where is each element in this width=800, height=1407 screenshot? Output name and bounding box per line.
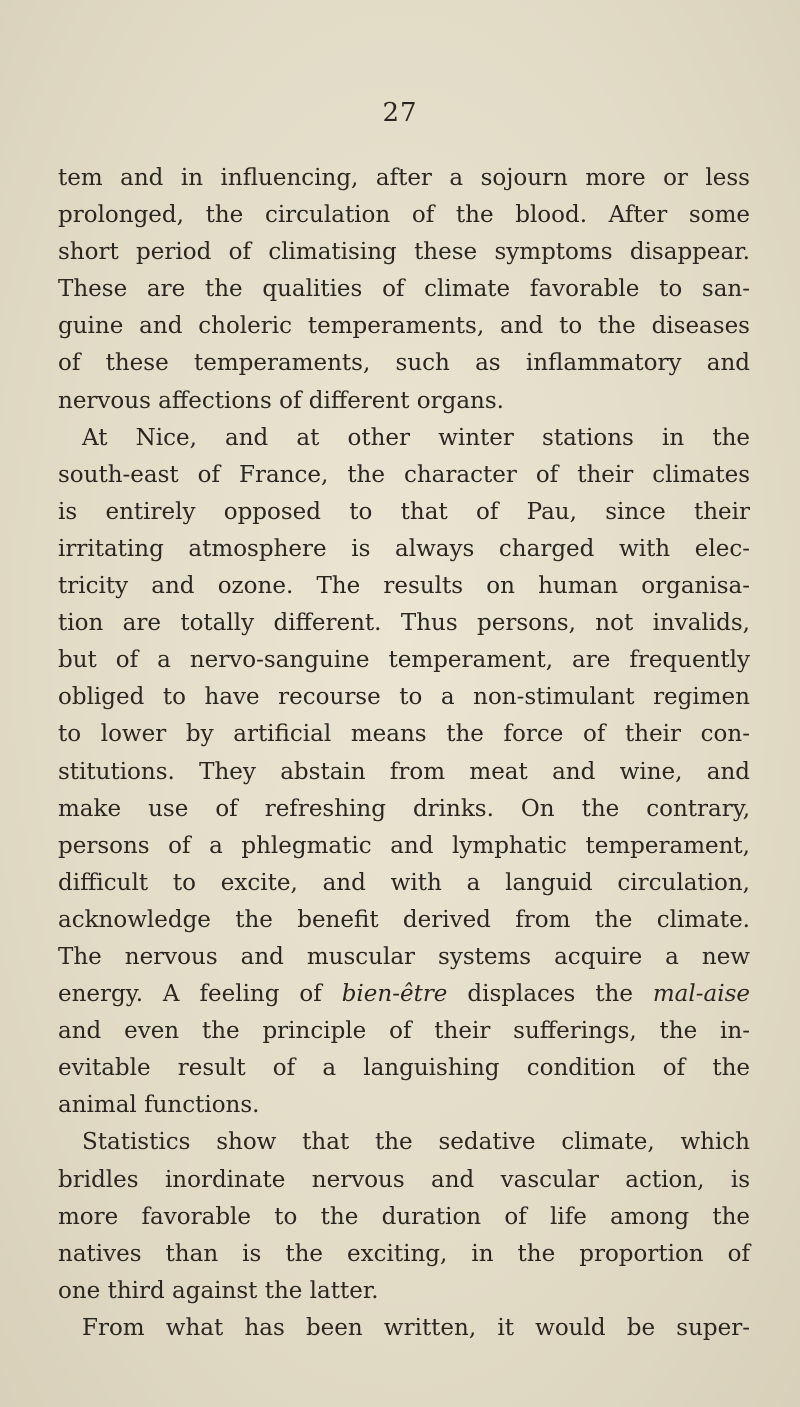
text-line: to lower by artificial means the force of their con- <box>58 721 750 748</box>
text-segment: energy. A feeling of <box>58 981 342 1008</box>
text-line: From what has been written, it would be super- <box>82 1314 750 1341</box>
text-line: tricity and ozone. The results on human organisa- <box>58 573 750 600</box>
text-line: more favorable to the duration of life among the <box>58 1203 750 1230</box>
text-line: of these temperaments, such as inflammatory and <box>58 350 750 377</box>
text-line: difficult to excite, and with a languid circulation, <box>58 869 750 896</box>
text-line: make use of refreshing drinks. On the contrary, <box>58 795 750 822</box>
text-line: evitable result of a languishing condition of the <box>58 1055 750 1082</box>
text-line: guine and choleric temperaments, and to the diseases <box>58 313 750 340</box>
text-line: bridles inordinate nervous and vascular action, is <box>58 1166 750 1193</box>
text-line: south-east of France, the character of their climates <box>58 461 750 488</box>
text-line: animal functions. <box>58 1092 260 1119</box>
text-line: is entirely opposed to that of Pau, since their <box>58 498 750 525</box>
text-line: prolonged, the circulation of the blood. After some <box>58 202 750 229</box>
text-line: The nervous and muscular systems acquire a new <box>58 943 750 970</box>
text-line: one third against the latter. <box>58 1277 379 1304</box>
text-line <box>58 976 750 1013</box>
italic-phrase: bien-être <box>341 981 448 1008</box>
text-line: natives than is the exciting, in the proportion of <box>58 1240 750 1267</box>
text-line: but of a nervo-sanguine temperament, are frequently <box>58 647 750 674</box>
text-segment: displaces the <box>447 981 653 1008</box>
italic-phrase: mal-aise <box>652 981 751 1008</box>
text-line: short period of climatising these symptoms disappear. <box>58 239 750 266</box>
text-line: stitutions. They abstain from meat and wine, and <box>58 758 750 785</box>
text-line: tem and in influencing, after a sojourn more or less <box>58 165 750 191</box>
text-line: Statistics show that the sedative climate, which <box>82 1129 750 1156</box>
text-line: and even the principle of their sufferings, the in- <box>58 1018 750 1045</box>
text-line: At Nice, and at other winter stations in the <box>82 424 750 451</box>
text-line: irritating atmosphere is always charged with elec- <box>58 535 750 562</box>
text-line: These are the qualities of climate favorable to san- <box>58 276 750 303</box>
text-line: acknowledge the benefit derived from the climate. <box>58 906 750 933</box>
text-line: obliged to have recourse to a non-stimulant regimen <box>58 684 750 711</box>
text-line: tion are totally different. Thus persons, not invalids, <box>58 610 750 637</box>
body-text <box>58 160 750 1347</box>
text-line: persons of a phlegmatic and lymphatic temperament, <box>58 832 750 859</box>
text-line: nervous affections of different organs. <box>58 387 504 414</box>
page-number: 27 <box>382 98 418 128</box>
